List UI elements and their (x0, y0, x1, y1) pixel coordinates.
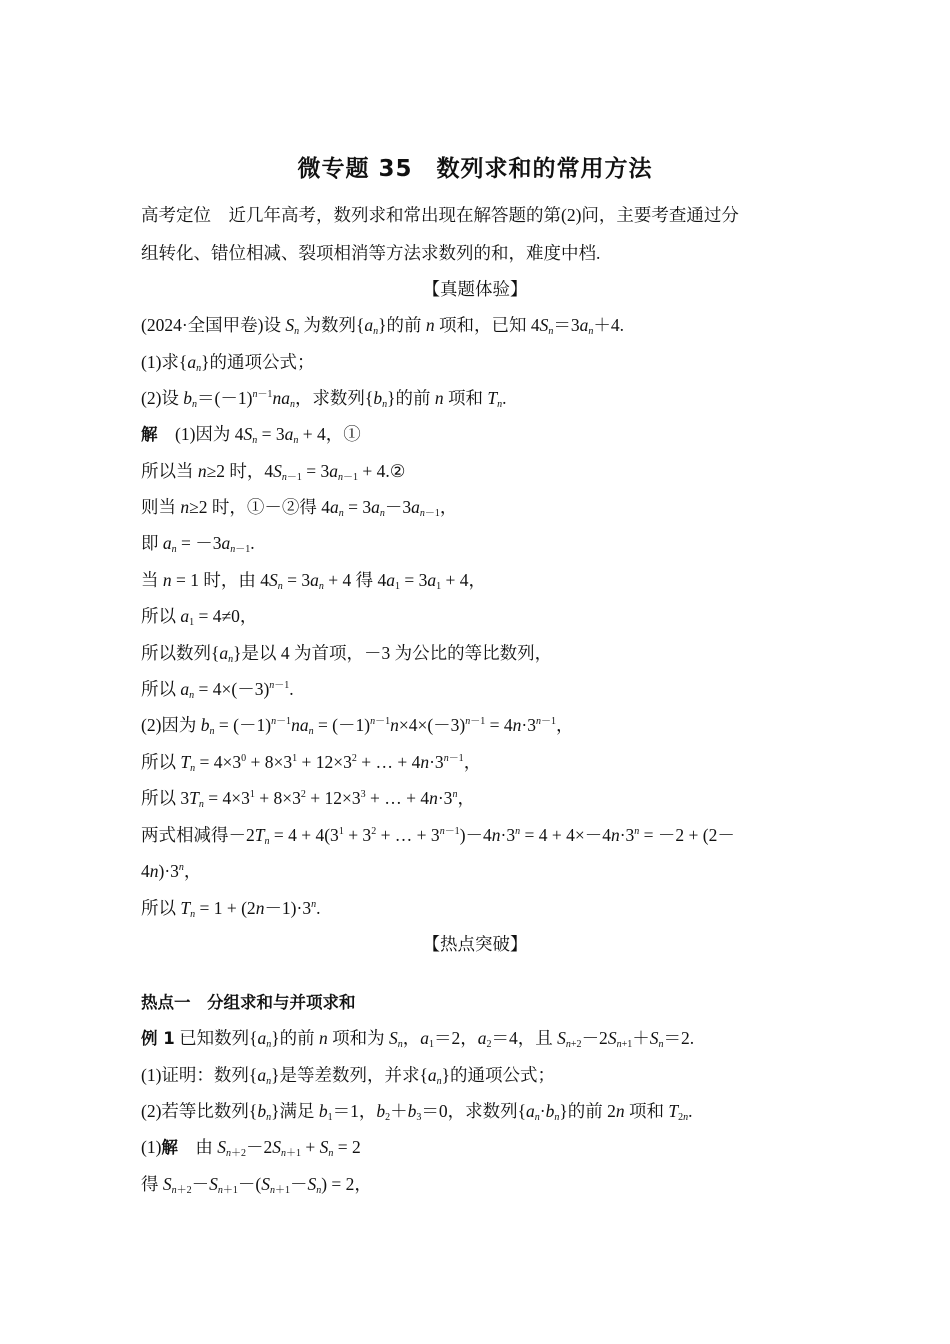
solution-line: 所以 $3T_n = 4\times 3^1 + 8\times 3^2 + 12\times 3^3$ + … + $4n\cdot 3^n$， (141, 788, 475, 810)
problem-statement: (2024·全国甲卷)设 $S_n$ 为数列$\{a_n\}$的前 n 项和，已知 $4S_n=3a_n+4$. (141, 315, 625, 337)
example-solution-line: (1)解 由 $S_{n+2}-2S_{n+1} + S_n = 2$ (141, 1137, 361, 1159)
problem-part-2: (2)设 $b_n=(-1)^{n-1}na_n$，求数列$\{b_n\}$的前 n 项和 $T_n$. (141, 388, 507, 410)
example-part-1: (1)证明：数列$\{a_n\}$是等差数列，并求$\{a_n\}$的通项公式； (141, 1065, 556, 1087)
section-heading-real-exam: 【真题体验】 (422, 279, 528, 299)
solution-line: 即 $a_n = -3a_{n-1}$. (141, 533, 255, 555)
intro-line-1 (141, 202, 821, 227)
intro-label: 高考定位 (141, 205, 211, 225)
intro-line-2: 组转化、错位相减、裂项相消等方法求数列的和，难度中档. (141, 243, 601, 263)
example-part-2: (2)若等比数列$\{b_n\}$满足 $b_1=1$，$b_2+b_3=0$，求数列$\{a_n\cdot b_n\}$的前 2n 项和 $T_{2n}$. (141, 1101, 693, 1123)
solution-line: 所以当 n≥2 时，$4S_{n-1} = 3a_{n-1}$ + 4.② (141, 461, 406, 483)
example-label: 例 1 (141, 1029, 175, 1048)
intro-text-1: 近几年高考，数列求和常出现在解答题的第(2)问，主要考查通过分 (228, 205, 739, 225)
solution-line: 则当 n≥2 时，①－②得 $4a_n = 3a_n-3a_{n-1}$， (141, 497, 458, 519)
solution-line: 所以 $T_n = 1 + (2n-1)\cdot 3^n$. (141, 898, 321, 920)
example-solution-label: 解 (161, 1138, 178, 1157)
solution-label: 解 (141, 425, 158, 444)
page-title: 微专题 35 数列求和的常用方法 (297, 156, 653, 182)
solution-line: 所以 $T_n = 4\times 3^0 + 8\times 3^1 + 12\times 3^2$ + … + $4n\cdot 3^{n-1}$， (141, 752, 482, 774)
example-statement: 例 1 已知数列$\{a_n\}$的前 n 项和为 $S_n$，$a_1=2$，$a_2=4$，且 $S_{n+2}-2S_{n+1}+S_n=2$. (141, 1028, 695, 1050)
solution-line: 所以 $a_n = 4\times(-3)^{n-1}$. (141, 679, 294, 701)
solution-line: 当 n = 1 时，由 $4S_n = 3a_n + 4$ 得 $4a_1 = 3a_1 + 4$， (141, 570, 486, 592)
solution-line: (2)因为 $b_n = (-1)^{n-1}na_n = (-1)^{n-1}n\times 4\times(-3)^{n-1} = 4n\cdot 3^{n-1}$， (141, 715, 574, 737)
section-heading-hot-topics: 【热点突破】 (422, 934, 528, 954)
solution-line: 所以数列$\{a_n\}$是以 4 为首项，－3 为公比的等比数列， (141, 643, 553, 665)
example-solution-line: 得 $S_{n+2}-S_{n+1}-(S_{n+1}-S_n) = 2$， (141, 1174, 372, 1196)
solution-line: 所以 $a_1 = 4\ne 0$， (141, 606, 258, 628)
problem-part-1: (1)求$\{a_n\}$的通项公式； (141, 352, 315, 374)
solution-line: 两式相减得$-2T_n = 4 + 4(3^1 + 3^2$ + … + $3^{n-1})-4n\cdot 3^n = 4 + 4\times-4n\cdot 3^n = -2 + (2-$ (141, 825, 735, 847)
solution-line: 解 (1)因为 $4S_n = 3a_n + 4$，① (141, 424, 361, 446)
hot-topic-heading: 热点一 分组求和与并项求和 (141, 993, 356, 1012)
solution-line: $4n)\cdot 3^n$， (141, 861, 202, 881)
